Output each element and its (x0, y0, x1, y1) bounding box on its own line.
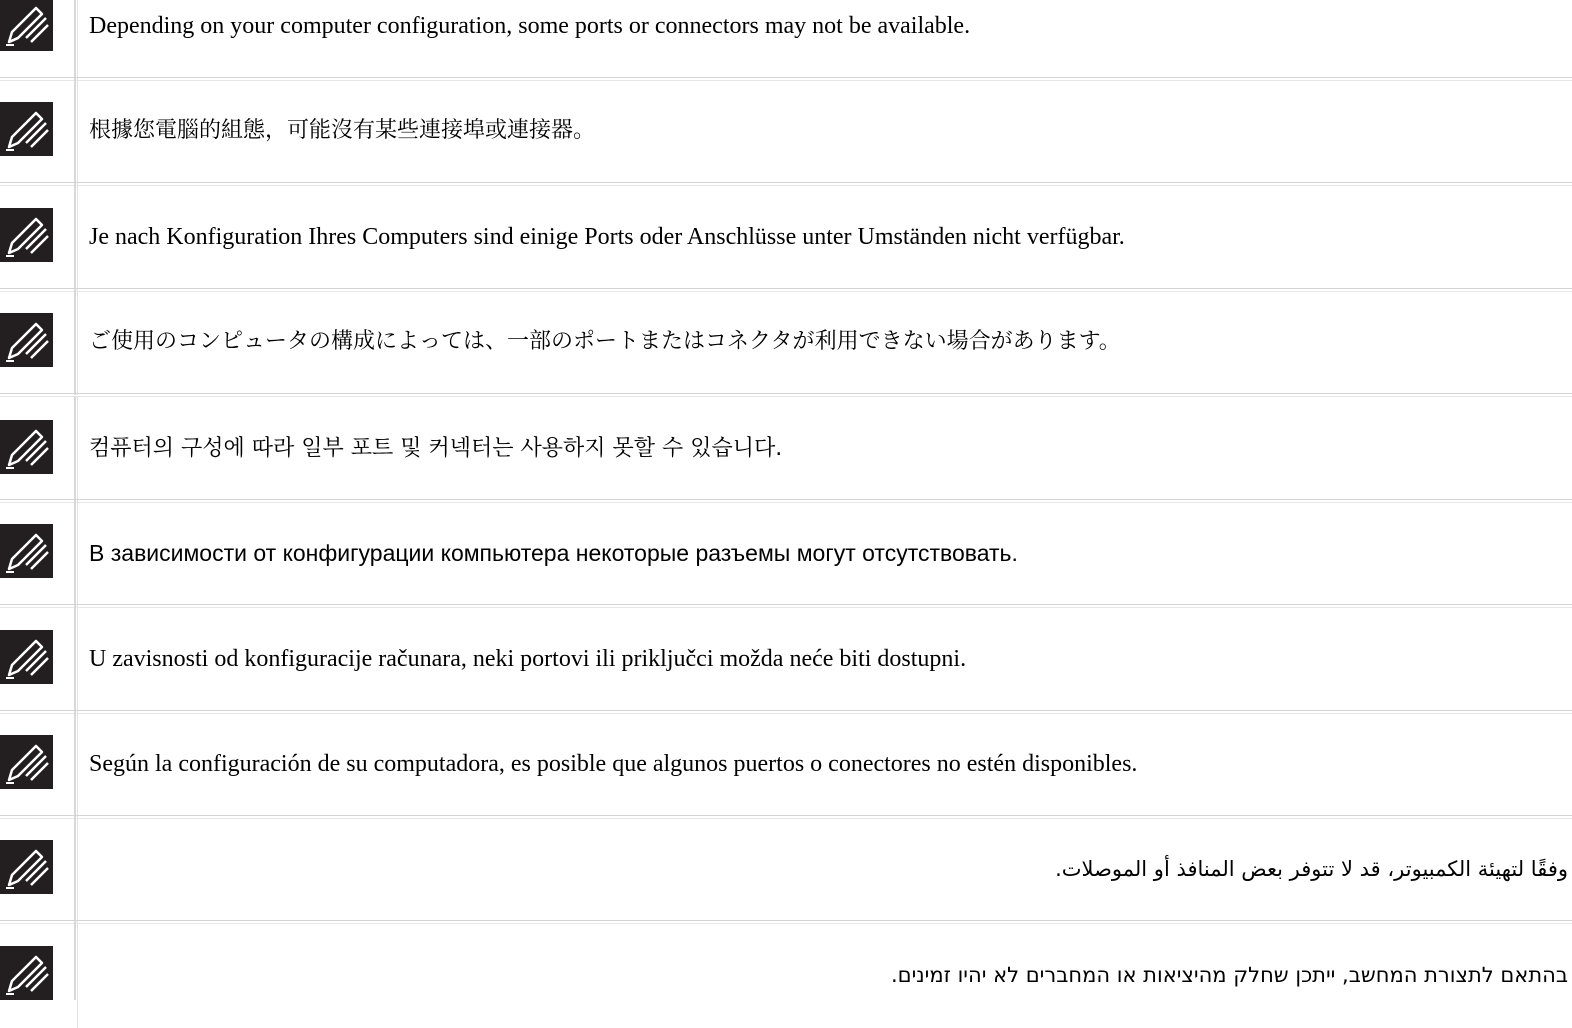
note-icon-cell (0, 711, 76, 817)
note-icon-cell (0, 606, 76, 712)
note-text: Je nach Konfiguration Ihres Computers sind einige Ports oder Anschlüsse unter Umständen nicht verfügbar. (89, 224, 1125, 250)
note-pencil-icon (0, 524, 53, 578)
note-row-ja (0, 289, 1572, 395)
note-pencil-icon (0, 840, 53, 894)
note-pencil-icon (0, 420, 53, 474)
note-icon-cell (0, 396, 76, 502)
note-icon-cell (0, 289, 76, 395)
note-text: ご使用のコンピュータの構成によっては、一部のポートまたはコネクタが利用できない場合があります。 (89, 329, 1121, 354)
note-text: 컴퓨터의 구성에 따라 일부 포트 및 커넥터는 사용하지 못할 수 있습니다. (89, 436, 783, 461)
note-pencil-icon (0, 946, 53, 1000)
note-row-ar (0, 816, 1572, 922)
note-row-he (0, 922, 1572, 1000)
note-pencil-icon (0, 313, 53, 367)
note-row-de (0, 184, 1572, 290)
note-text: בהתאם לתצורת המחשב, ייתכן שחלק מהיציאות או המחברים לא יהיו זמינים. (890, 963, 1568, 987)
note-pencil-icon (0, 208, 53, 262)
note-row-ru (0, 500, 1572, 606)
note-text: 根據您電腦的組態，可能沒有某些連接埠或連接器。 (89, 118, 596, 143)
note-row-ko (0, 396, 1572, 502)
note-row-zh (0, 78, 1572, 184)
note-icon-cell (0, 184, 76, 290)
note-pencil-icon (0, 102, 53, 156)
note-pencil-icon (0, 630, 53, 684)
note-pencil-icon (0, 735, 53, 789)
note-text: В зависимости от конфигурации компьютера некоторые разъемы могут отсутствовать. (89, 540, 1018, 566)
note-text: U zavisnosti od konfiguracije računara, neki portovi ili priključci možda neće biti dostupni. (89, 646, 967, 672)
note-icon-cell (0, 0, 76, 79)
note-row-sr (0, 606, 1572, 712)
note-text: Depending on your computer configuration, some ports or connectors may not be available. (89, 13, 971, 39)
note-text: Según la configuración de su computadora, es posible que algunos puertos o conectores no estén disponibles. (89, 751, 1138, 777)
note-pencil-icon (0, 0, 53, 51)
note-text: وفقًا لتهيئة الكمبيوتر، قد لا تتوفر بعض المنافذ أو الموصلات. (1055, 857, 1568, 881)
note-icon-cell (0, 816, 76, 922)
note-row-en (0, 0, 1572, 79)
note-icon-cell (0, 78, 76, 184)
note-icon-cell (0, 500, 76, 606)
note-row-es (0, 711, 1572, 817)
note-icon-cell (0, 922, 76, 1000)
